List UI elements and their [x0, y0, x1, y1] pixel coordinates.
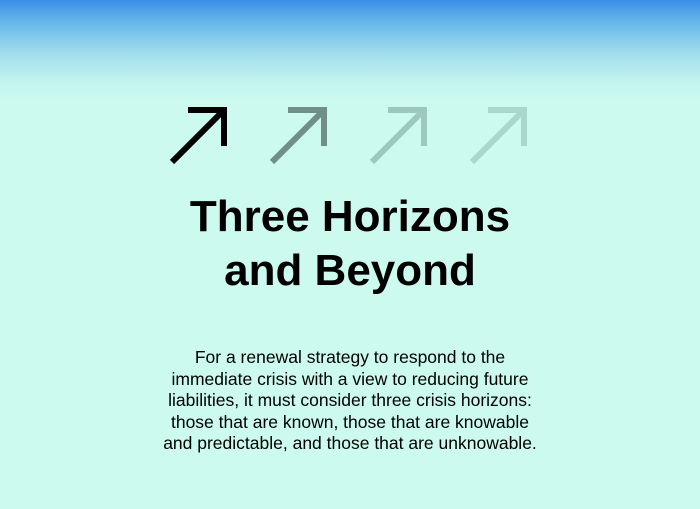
title-line-2: and Beyond: [224, 246, 476, 295]
description-text: [120, 347, 580, 455]
description-line-4: those that are known, those that are knowable: [170, 411, 529, 432]
arrow-up-right-icon: [366, 104, 430, 168]
arrow-up-right-icon: [266, 104, 330, 168]
description-line-3: liabilities, it must consider three crisis horizons:: [168, 390, 532, 411]
description-line-5: and predictable, and those that are unknowable.: [163, 433, 537, 454]
arrow-up-right-icon: [166, 104, 230, 168]
description-line-1: For a renewal strategy to respond to the: [194, 347, 506, 367]
title-line-1: Three Horizons: [189, 192, 511, 241]
arrow-up-right-icon: [466, 104, 530, 168]
arrow-row: [166, 104, 536, 168]
description-line-2: immediate crisis with a view to reducing future: [171, 368, 529, 389]
page-title: [0, 190, 700, 298]
